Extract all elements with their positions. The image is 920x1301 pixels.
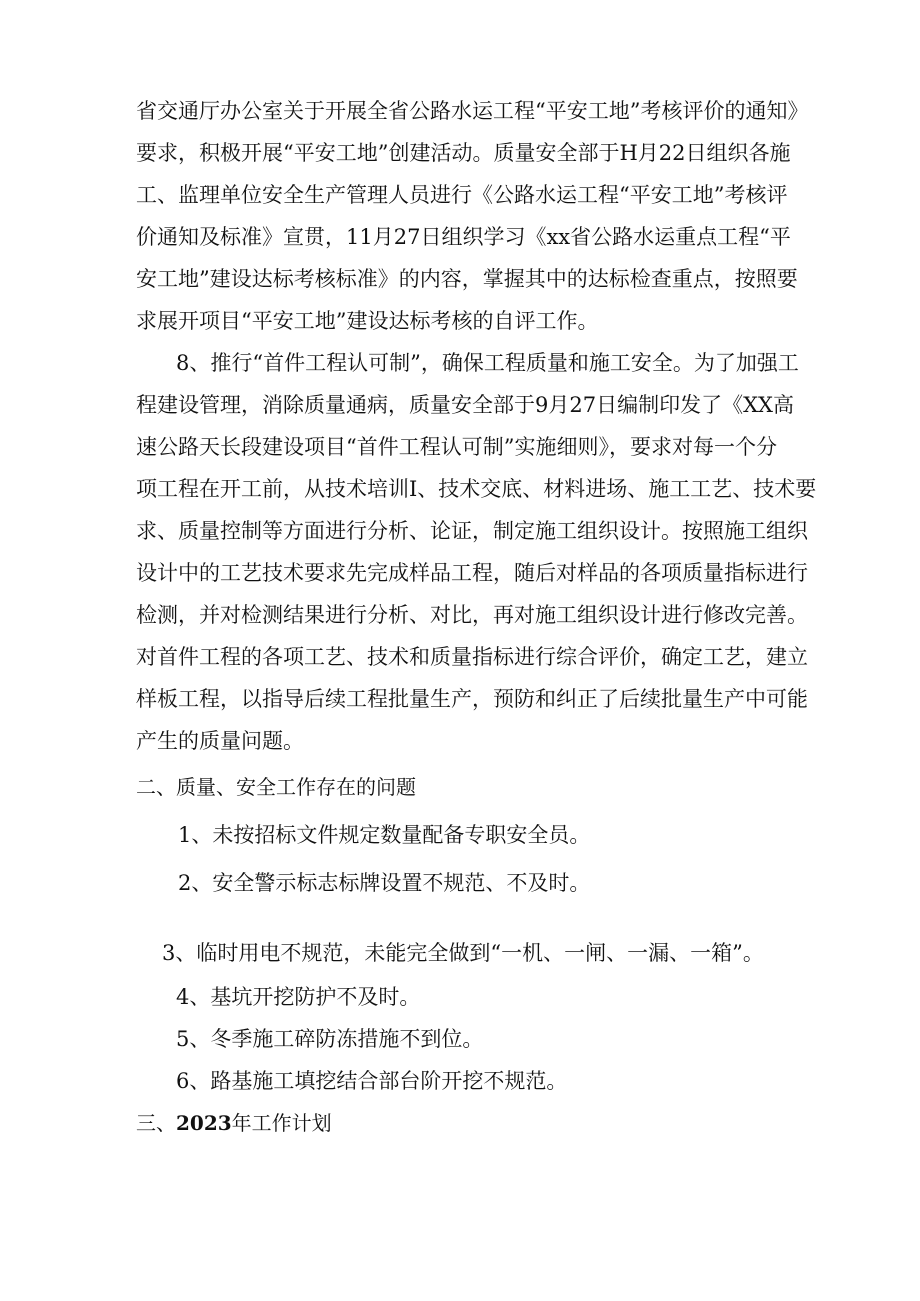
heading-suffix: 年工作计划 [231, 1111, 332, 1135]
heading-year: 2023 [176, 1111, 232, 1135]
list-item: 4、基坑开挖防护不及时。 [176, 985, 421, 1009]
text-line: 对首件工程的各项工艺、技术和质量指标进行综合评价，确定工艺，建立 [136, 645, 808, 669]
text-line: 求展开项目“平安工地”建设达标考核的自评工作。 [136, 309, 599, 333]
section-heading-issues: 二、质量、安全工作存在的问题 [136, 775, 416, 799]
text-line: 速公路天长段建设项目“首件工程认可制”实施细则》，要求对每一个分 [136, 435, 777, 459]
text-line: 检测，并对检测结果进行分析、对比，再对施工组织设计进行修改完善。 [136, 603, 808, 627]
text-line: 安工地”建设达标考核标准》的内容，掌握其中的达标检查重点，按照要 [136, 267, 798, 291]
text-line: 产生的质量问题。 [136, 729, 304, 753]
text-line: 项工程在开工前，从技术培训I、技术交底、材料进场、施工工艺、技术要 [136, 477, 817, 501]
text-line: 程建设管理，消除质量通病，质量安全部于9月27日编制印发了《XX高 [136, 393, 794, 417]
text-line: 求、质量控制等方面进行分析、论证，制定施工组织设计。按照施工组织 [136, 519, 808, 543]
text-line: 样板工程，以指导后续工程批量生产，预防和纠正了后续批量生产中可能 [136, 687, 808, 711]
text-line: 8、推行“首件工程认可制”，确保工程质量和施工安全。为了加强工 [176, 351, 799, 375]
list-item: 6、路基施工填挖结合部台阶开挖不规范。 [176, 1069, 568, 1093]
list-item: 5、冬季施工碎防冻措施不到位。 [176, 1027, 484, 1051]
list-item: 3、临时用电不规范，未能完全做到“一机、一闸、一漏、一箱”。 [162, 941, 764, 965]
heading-prefix: 三、 [136, 1111, 176, 1135]
list-item: 2、安全警示标志标牌设置不规范、不及时。 [178, 871, 591, 895]
text-line: 工、监理单位安全生产管理人员进行《公路水运工程“平安工地”考核评 [136, 183, 788, 207]
list-item: 1、未按招标文件规定数量配备专职安全员。 [178, 823, 591, 847]
section-heading-work-plan [136, 1108, 332, 1138]
text-line: 要求，积极开展“平安工地”创建活动。质量安全部于H月22日组织各施 [136, 141, 791, 165]
text-line: 省交通厅办公室关于开展全省公路水运工程“平安工地”考核评价的通知》 [136, 99, 809, 123]
text-line: 价通知及标准》宣贯，11月27日组织学习《xx省公路水运重点工程“平 [136, 225, 791, 249]
text-line: 设计中的工艺技术要求先完成样品工程，随后对样品的各项质量指标进行 [136, 561, 808, 585]
